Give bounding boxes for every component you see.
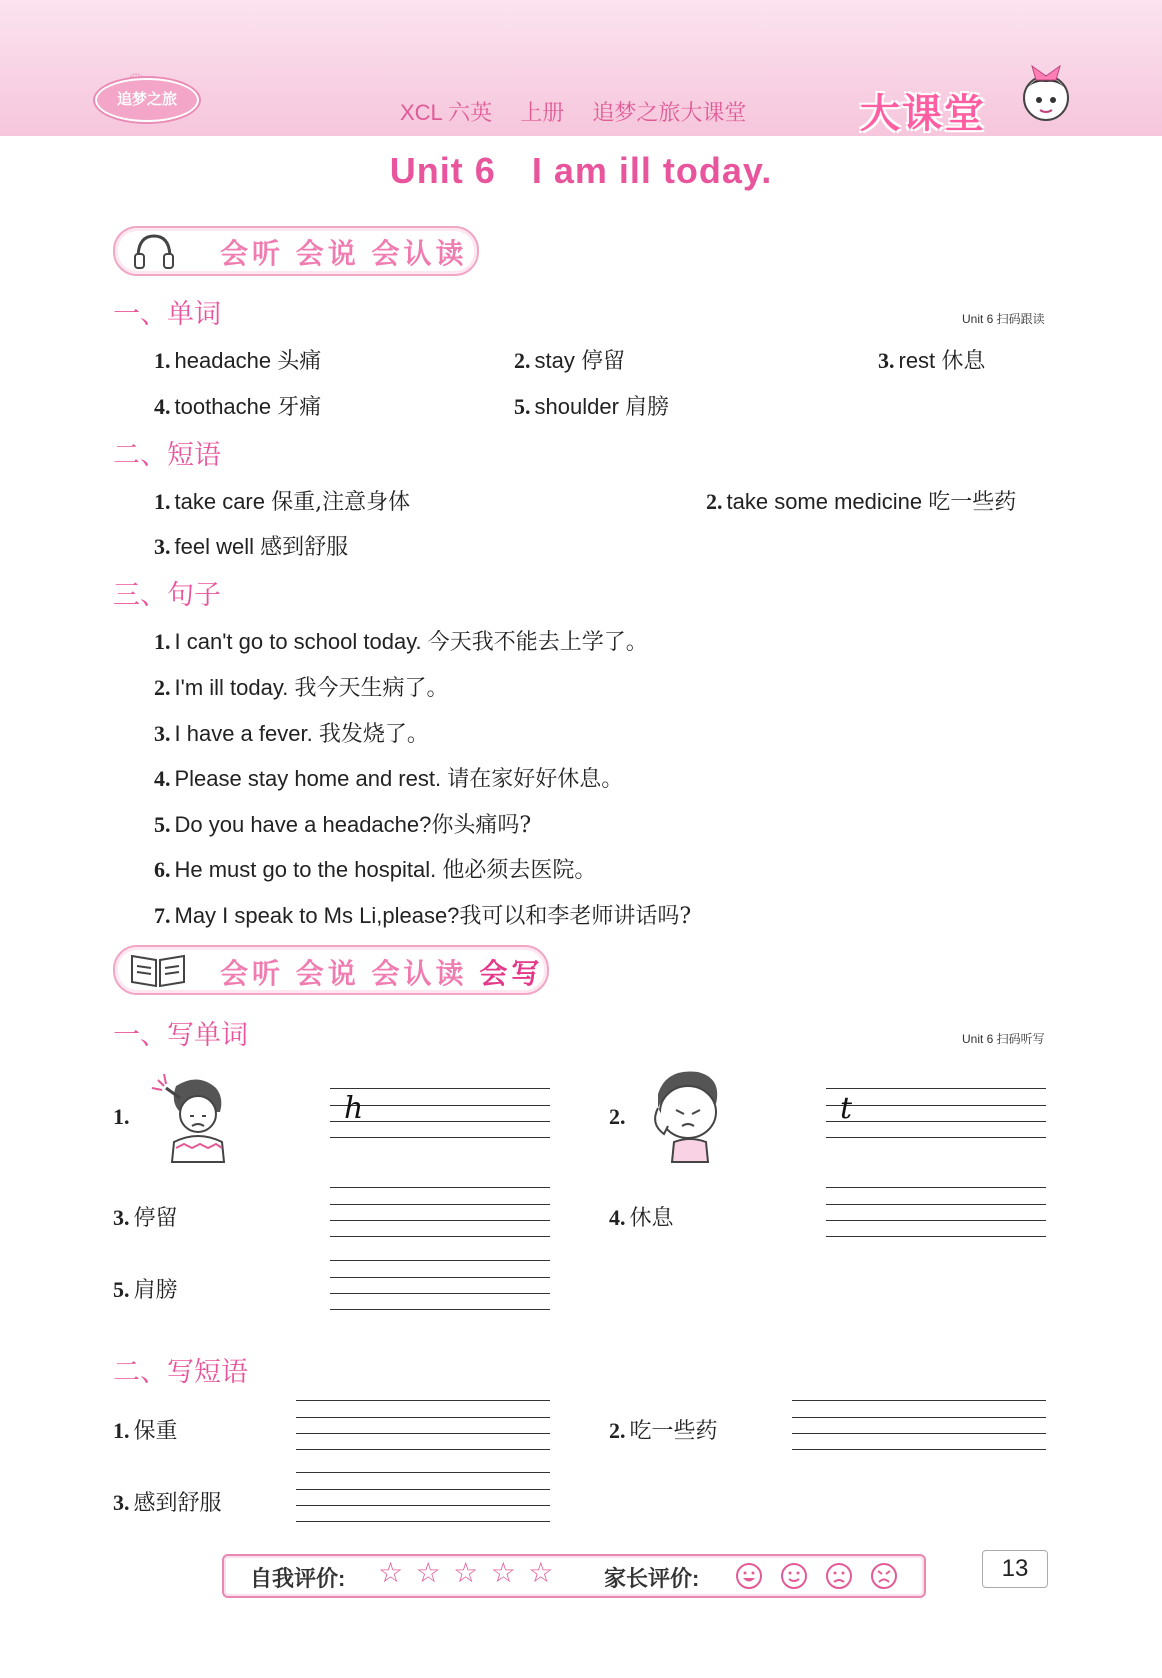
- smile-face-icon[interactable]: [782, 1564, 806, 1588]
- header-series: 追梦之旅大课堂: [592, 100, 747, 125]
- phrase-item: 3. feel well 感到舒服: [154, 534, 349, 560]
- writing-lines[interactable]: [826, 1088, 1046, 1139]
- girl-mascot-icon: [1010, 56, 1082, 136]
- writing-lines[interactable]: [330, 1187, 550, 1238]
- brand-title: 大课堂: [860, 92, 986, 136]
- self-eval-label: 自我评价:: [250, 1566, 346, 1591]
- writing-lines[interactable]: [296, 1472, 550, 1523]
- write-phrase-prompt: 1. 保重: [113, 1418, 178, 1444]
- phrase-item: 1. take care 保重,注意身体: [154, 489, 411, 515]
- write-phrases-heading: 二、写短语: [113, 1357, 248, 1387]
- self-eval-stars: [378, 1556, 553, 1589]
- write-phrase-prompt: 2. 吃一些药: [609, 1418, 718, 1444]
- writing-lines[interactable]: [826, 1187, 1046, 1238]
- banner-write-text: [220, 952, 543, 992]
- unit-number: Unit 6: [389, 150, 496, 191]
- word-item: 1. headache 头痛: [154, 348, 322, 374]
- star-icon[interactable]: ☆: [490, 1557, 516, 1588]
- writing-lines[interactable]: [330, 1088, 550, 1139]
- scan-read-label: Unit 6 扫码跟读: [962, 312, 1045, 326]
- open-book-icon: [128, 950, 188, 990]
- words-heading: 一、单词: [113, 299, 221, 329]
- sentence-item: 2. I'm ill today. 我今天生病了。: [154, 675, 449, 701]
- banner-listen-text: 会听 会说 会认读: [220, 238, 468, 269]
- writing-lines[interactable]: [330, 1260, 550, 1311]
- toothache-girl-picture: [646, 1068, 730, 1164]
- write-word-number: 2.: [609, 1104, 626, 1129]
- word-item: 2. stay 停留: [514, 348, 625, 374]
- big-smile-face-icon[interactable]: [737, 1564, 761, 1588]
- star-icon[interactable]: ☆: [378, 1557, 404, 1588]
- parent-eval-label: 家长评价:: [604, 1566, 700, 1591]
- parent-eval-faces: [734, 1561, 904, 1591]
- header-volume: 上册: [520, 100, 565, 125]
- writing-lines[interactable]: [792, 1400, 1046, 1451]
- unit-title: [0, 150, 1162, 192]
- hint-letter: h: [344, 1091, 364, 1126]
- star-icon[interactable]: ☆: [528, 1557, 554, 1588]
- banner-write-strong: 会写: [479, 958, 544, 989]
- phrases-heading: 二、短语: [113, 440, 221, 470]
- headphones-icon: [132, 232, 176, 272]
- sentence-item: 7. May I speak to Ms Li,please?我可以和李老师讲话吗?: [154, 903, 692, 929]
- write-word-number: 1.: [113, 1104, 130, 1129]
- headache-boy-picture: [150, 1068, 228, 1164]
- hint-letter: t: [840, 1091, 853, 1126]
- write-word-prompt: 5. 肩膀: [113, 1277, 178, 1303]
- sentence-item: 6. He must go to the hospital. 他必须去医院。: [154, 857, 597, 883]
- sentence-item: 4. Please stay home and rest. 请在家好好休息。: [154, 766, 624, 792]
- write-words-heading: 一、写单词: [113, 1020, 248, 1050]
- star-icon[interactable]: ☆: [415, 1557, 441, 1588]
- write-word-prompt: 3. 停留: [113, 1205, 178, 1231]
- unit-name: I am ill today.: [531, 150, 773, 191]
- phrase-item: 2. take some medicine 吃一些药: [706, 489, 1017, 515]
- word-item: 3. rest 休息: [878, 348, 986, 374]
- sentence-item: 3. I have a fever. 我发烧了。: [154, 721, 429, 747]
- header-info: [400, 96, 768, 127]
- star-icon[interactable]: ☆: [453, 1557, 479, 1588]
- banner-write-main: 会听 会说 会认读: [220, 958, 468, 989]
- header-book: XCL 六英: [400, 100, 493, 125]
- frown-face-icon[interactable]: [827, 1564, 851, 1588]
- sentences-heading: 三、句子: [113, 580, 221, 610]
- scan-dictation-label: Unit 6 扫码听写: [962, 1032, 1045, 1046]
- writing-lines[interactable]: [296, 1400, 550, 1451]
- sentence-item: 5. Do you have a headache?你头痛吗?: [154, 812, 532, 838]
- series-logo: 追梦之旅: [95, 78, 199, 122]
- word-item: 4. toothache 牙痛: [154, 394, 322, 420]
- word-item: 5. shoulder 肩膀: [514, 394, 670, 420]
- write-phrase-prompt: 3. 感到舒服: [113, 1490, 222, 1516]
- sentence-item: 1. I can't go to school today. 今天我不能去上学了。: [154, 629, 648, 655]
- write-word-prompt: 4. 休息: [609, 1205, 674, 1231]
- sad-face-icon[interactable]: [872, 1564, 896, 1588]
- page-number: 13: [982, 1550, 1048, 1588]
